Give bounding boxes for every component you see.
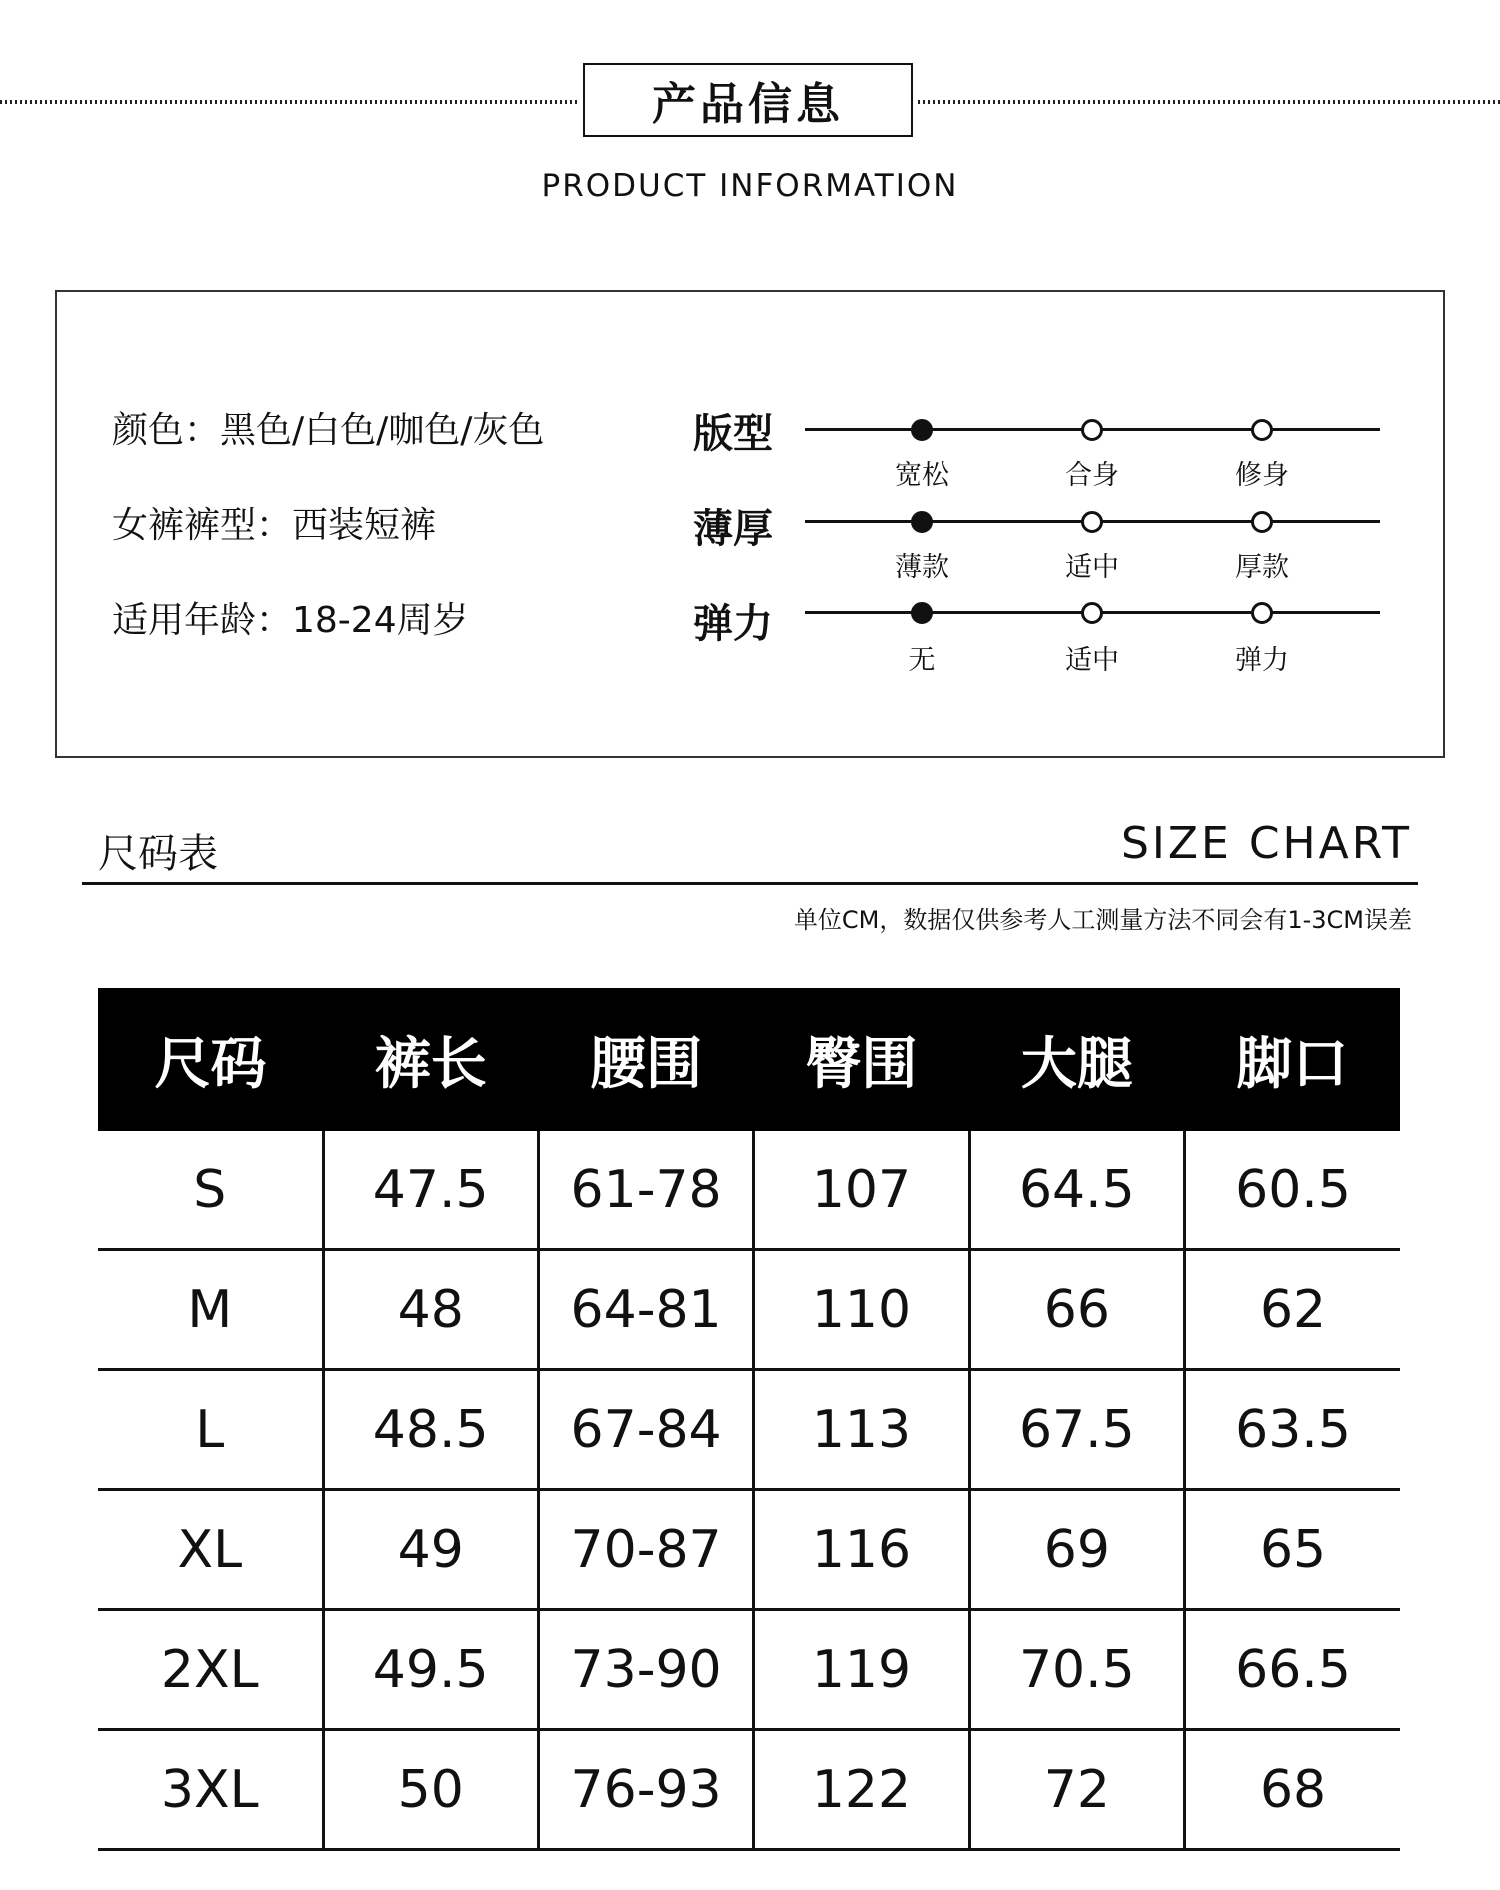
divider (82, 882, 1418, 885)
table-cell: 48 (323, 1250, 538, 1370)
table-row (98, 1610, 1400, 1730)
option-label: 厚款 (1235, 552, 1289, 583)
table-cell: 66 (969, 1250, 1184, 1370)
option-label: 弹力 (1235, 645, 1289, 676)
table-row (98, 1370, 1400, 1490)
header-decoration-left (0, 92, 580, 112)
table-row (98, 1250, 1400, 1370)
table-header-row (98, 988, 1400, 1131)
column-header: 脚口 (1185, 988, 1400, 1131)
option-label: 无 (908, 645, 936, 676)
info-age-range: 适用年龄：18-24周岁 (112, 600, 469, 641)
table-cell: 122 (754, 1730, 969, 1850)
size-chart-title-cn: 尺码表 (98, 831, 218, 877)
size-table (98, 988, 1400, 1851)
table-row (98, 1730, 1400, 1850)
table-cell: 49.5 (323, 1610, 538, 1730)
page-title: 产品信息 (583, 63, 913, 137)
measurement-note: 单位CM，数据仅供参考人工测量方法不同会有1-3CM误差 (793, 906, 1412, 934)
table-cell: 66.5 (1185, 1610, 1400, 1730)
table-cell: 73-90 (538, 1610, 753, 1730)
scale-dot (1081, 602, 1103, 624)
table-cell: 60.5 (1185, 1131, 1400, 1250)
page-subtitle: PRODUCT INFORMATION (541, 168, 959, 204)
table-row (98, 1131, 1400, 1250)
table-cell: 47.5 (323, 1131, 538, 1250)
scale-dot (1251, 419, 1273, 441)
table-cell: 63.5 (1185, 1370, 1400, 1490)
table-cell: 72 (969, 1730, 1184, 1850)
table-cell: 62 (1185, 1250, 1400, 1370)
table-cell: 67.5 (969, 1370, 1184, 1490)
option-label: 合身 (1065, 460, 1119, 491)
table-row (98, 1490, 1400, 1610)
attribute-label: 薄厚 (693, 506, 773, 552)
table-cell: 3XL (98, 1730, 323, 1850)
column-header: 腰围 (538, 988, 753, 1131)
scale-dot (1251, 511, 1273, 533)
header-decoration-right (918, 92, 1500, 112)
scale-dot (1081, 511, 1103, 533)
table-cell: XL (98, 1490, 323, 1610)
column-header: 裤长 (323, 988, 538, 1131)
scale-dot (911, 419, 933, 441)
attribute-label: 版型 (693, 411, 773, 457)
table-cell: 61-78 (538, 1131, 753, 1250)
table-cell: 50 (323, 1730, 538, 1850)
table-cell: 113 (754, 1370, 969, 1490)
table-cell: M (98, 1250, 323, 1370)
attribute-label: 弹力 (693, 601, 773, 647)
table-cell: 64.5 (969, 1131, 1184, 1250)
table-cell: 70.5 (969, 1610, 1184, 1730)
scale-dot (1251, 602, 1273, 624)
table-cell: 70-87 (538, 1490, 753, 1610)
option-label: 适中 (1065, 645, 1119, 676)
size-chart-title-en: SIZE CHART (1121, 818, 1412, 869)
column-header: 尺码 (98, 988, 323, 1131)
table-cell: 69 (969, 1490, 1184, 1610)
table-cell: 67-84 (538, 1370, 753, 1490)
table-cell: 116 (754, 1490, 969, 1610)
table-cell: 76-93 (538, 1730, 753, 1850)
table-cell: 65 (1185, 1490, 1400, 1610)
table-cell: 48.5 (323, 1370, 538, 1490)
option-label: 适中 (1065, 552, 1119, 583)
table-cell: 64-81 (538, 1250, 753, 1370)
option-label: 薄款 (895, 552, 949, 583)
column-header: 臀围 (754, 988, 969, 1131)
table-cell: 110 (754, 1250, 969, 1370)
table-cell: 2XL (98, 1610, 323, 1730)
table-cell: 119 (754, 1610, 969, 1730)
column-header: 大腿 (969, 988, 1184, 1131)
info-pants-style: 女裤裤型：西装短裤 (112, 505, 437, 546)
scale-dot (1081, 419, 1103, 441)
option-label: 宽松 (895, 460, 949, 491)
scale-dot (911, 511, 933, 533)
table-cell: 49 (323, 1490, 538, 1610)
table-cell: L (98, 1370, 323, 1490)
option-label: 修身 (1235, 460, 1289, 491)
table-cell: S (98, 1131, 323, 1250)
info-color: 颜色：黑色/白色/咖色/灰色 (112, 410, 545, 451)
table-cell: 68 (1185, 1730, 1400, 1850)
scale-dot (911, 602, 933, 624)
table-cell: 107 (754, 1131, 969, 1250)
